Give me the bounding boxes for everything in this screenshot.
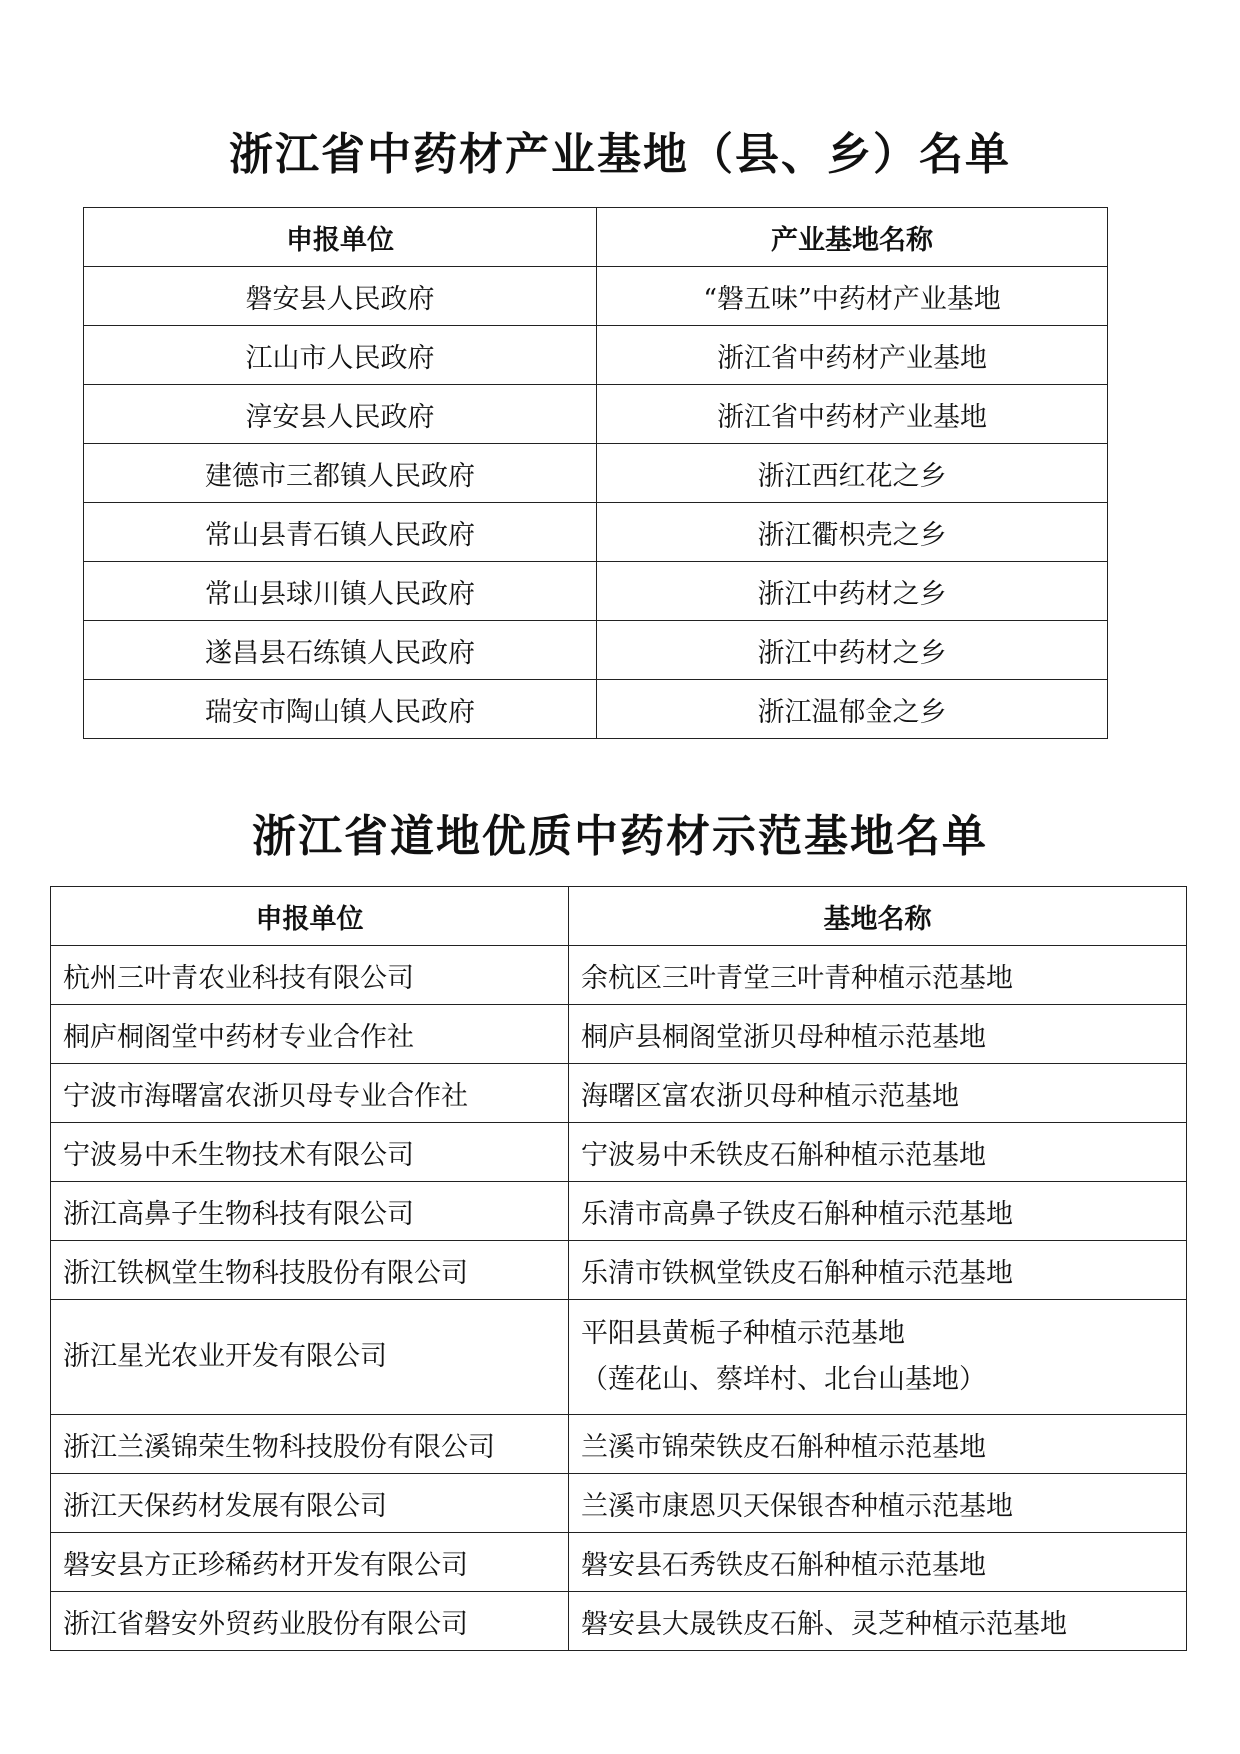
table-row: [84, 326, 1108, 385]
base-name-cell: [569, 1300, 1187, 1415]
base-name-cell: “磐五味”中药材产业基地: [597, 267, 1108, 326]
base-name-line: 平阳县黄栀子种植示范基地: [581, 1318, 905, 1349]
demonstration-bases-table: [50, 886, 1187, 1651]
table-row: [51, 1064, 1187, 1123]
base-name-cell: 浙江衢枳壳之乡: [597, 503, 1108, 562]
table-row: [51, 1182, 1187, 1241]
applicant-cell: 常山县青石镇人民政府: [84, 503, 597, 562]
base-name-cell: 磐安县大晟铁皮石斛、灵芝种植示范基地: [569, 1592, 1187, 1651]
table-row: [51, 1300, 1187, 1415]
applicant-cell: 杭州三叶青农业科技有限公司: [51, 946, 569, 1005]
base-name-cell: 宁波易中禾铁皮石斛种植示范基地: [569, 1123, 1187, 1182]
column-header-applicant: 申报单位: [84, 208, 597, 267]
base-name-cell: 浙江省中药材产业基地: [597, 385, 1108, 444]
base-name-cell: 浙江省中药材产业基地: [597, 326, 1108, 385]
table-row: [84, 621, 1108, 680]
applicant-cell: 浙江天保药材发展有限公司: [51, 1474, 569, 1533]
base-name-cell: 浙江西红花之乡: [597, 444, 1108, 503]
applicant-cell: 瑞安市陶山镇人民政府: [84, 680, 597, 739]
applicant-cell: 桐庐桐阁堂中药材专业合作社: [51, 1005, 569, 1064]
applicant-cell: 宁波市海曙富农浙贝母专业合作社: [51, 1064, 569, 1123]
base-name-cell: 乐清市铁枫堂铁皮石斛种植示范基地: [569, 1241, 1187, 1300]
applicant-cell: 常山县球川镇人民政府: [84, 562, 597, 621]
base-name-cell: 海曙区富农浙贝母种植示范基地: [569, 1064, 1187, 1123]
column-header-applicant: 申报单位: [51, 887, 569, 946]
table-row: [84, 385, 1108, 444]
applicant-cell: 磐安县方正珍稀药材开发有限公司: [51, 1533, 569, 1592]
table-row: [51, 1415, 1187, 1474]
table-row: [51, 1533, 1187, 1592]
applicant-cell: 浙江兰溪锦荣生物科技股份有限公司: [51, 1415, 569, 1474]
table-row: [84, 562, 1108, 621]
applicant-cell: 淳安县人民政府: [84, 385, 597, 444]
base-name-cell: 浙江中药材之乡: [597, 562, 1108, 621]
applicant-cell: 浙江省磐安外贸药业股份有限公司: [51, 1592, 569, 1651]
base-name-cell: 浙江中药材之乡: [597, 621, 1108, 680]
base-name-cell: 兰溪市康恩贝天保银杏种植示范基地: [569, 1474, 1187, 1533]
applicant-cell: 浙江铁枫堂生物科技股份有限公司: [51, 1241, 569, 1300]
applicant-cell: 磐安县人民政府: [84, 267, 597, 326]
base-name-cell: 兰溪市锦荣铁皮石斛种植示范基地: [569, 1415, 1187, 1474]
applicant-cell: 遂昌县石练镇人民政府: [84, 621, 597, 680]
table-row: [51, 1123, 1187, 1182]
base-name-cell: 桐庐县桐阁堂浙贝母种植示范基地: [569, 1005, 1187, 1064]
production-bases-table: [83, 207, 1108, 739]
column-header-base-name: 产业基地名称: [597, 208, 1108, 267]
table-row: [84, 680, 1108, 739]
applicant-cell: 建德市三都镇人民政府: [84, 444, 597, 503]
table-row: [51, 1241, 1187, 1300]
applicant-cell: 浙江星光农业开发有限公司: [51, 1300, 569, 1415]
applicant-cell: 江山市人民政府: [84, 326, 597, 385]
table-row: [51, 1474, 1187, 1533]
table-row: [51, 946, 1187, 1005]
page-title-demonstration-bases: 浙江省道地优质中药材示范基地名单: [252, 811, 988, 862]
table-row: [51, 1592, 1187, 1651]
table-row: [51, 1005, 1187, 1064]
table-row: [84, 444, 1108, 503]
column-header-base-name: 基地名称: [569, 887, 1187, 946]
base-name-cell: 乐清市高鼻子铁皮石斛种植示范基地: [569, 1182, 1187, 1241]
table-row: [84, 267, 1108, 326]
applicant-cell: 宁波易中禾生物技术有限公司: [51, 1123, 569, 1182]
table-header-row: [84, 208, 1108, 267]
applicant-cell: 浙江高鼻子生物科技有限公司: [51, 1182, 569, 1241]
base-name-cell: 磐安县石秀铁皮石斛种植示范基地: [569, 1533, 1187, 1592]
table-header-row: [51, 887, 1187, 946]
page-title-production-bases: 浙江省中药材产业基地（县、乡）名单: [229, 129, 1011, 180]
base-name-cell: 浙江温郁金之乡: [597, 680, 1108, 739]
base-name-subline: （莲花山、蔡垟村、北台山基地）: [581, 1364, 986, 1395]
base-name-cell: 余杭区三叶青堂三叶青种植示范基地: [569, 946, 1187, 1005]
table-row: [84, 503, 1108, 562]
